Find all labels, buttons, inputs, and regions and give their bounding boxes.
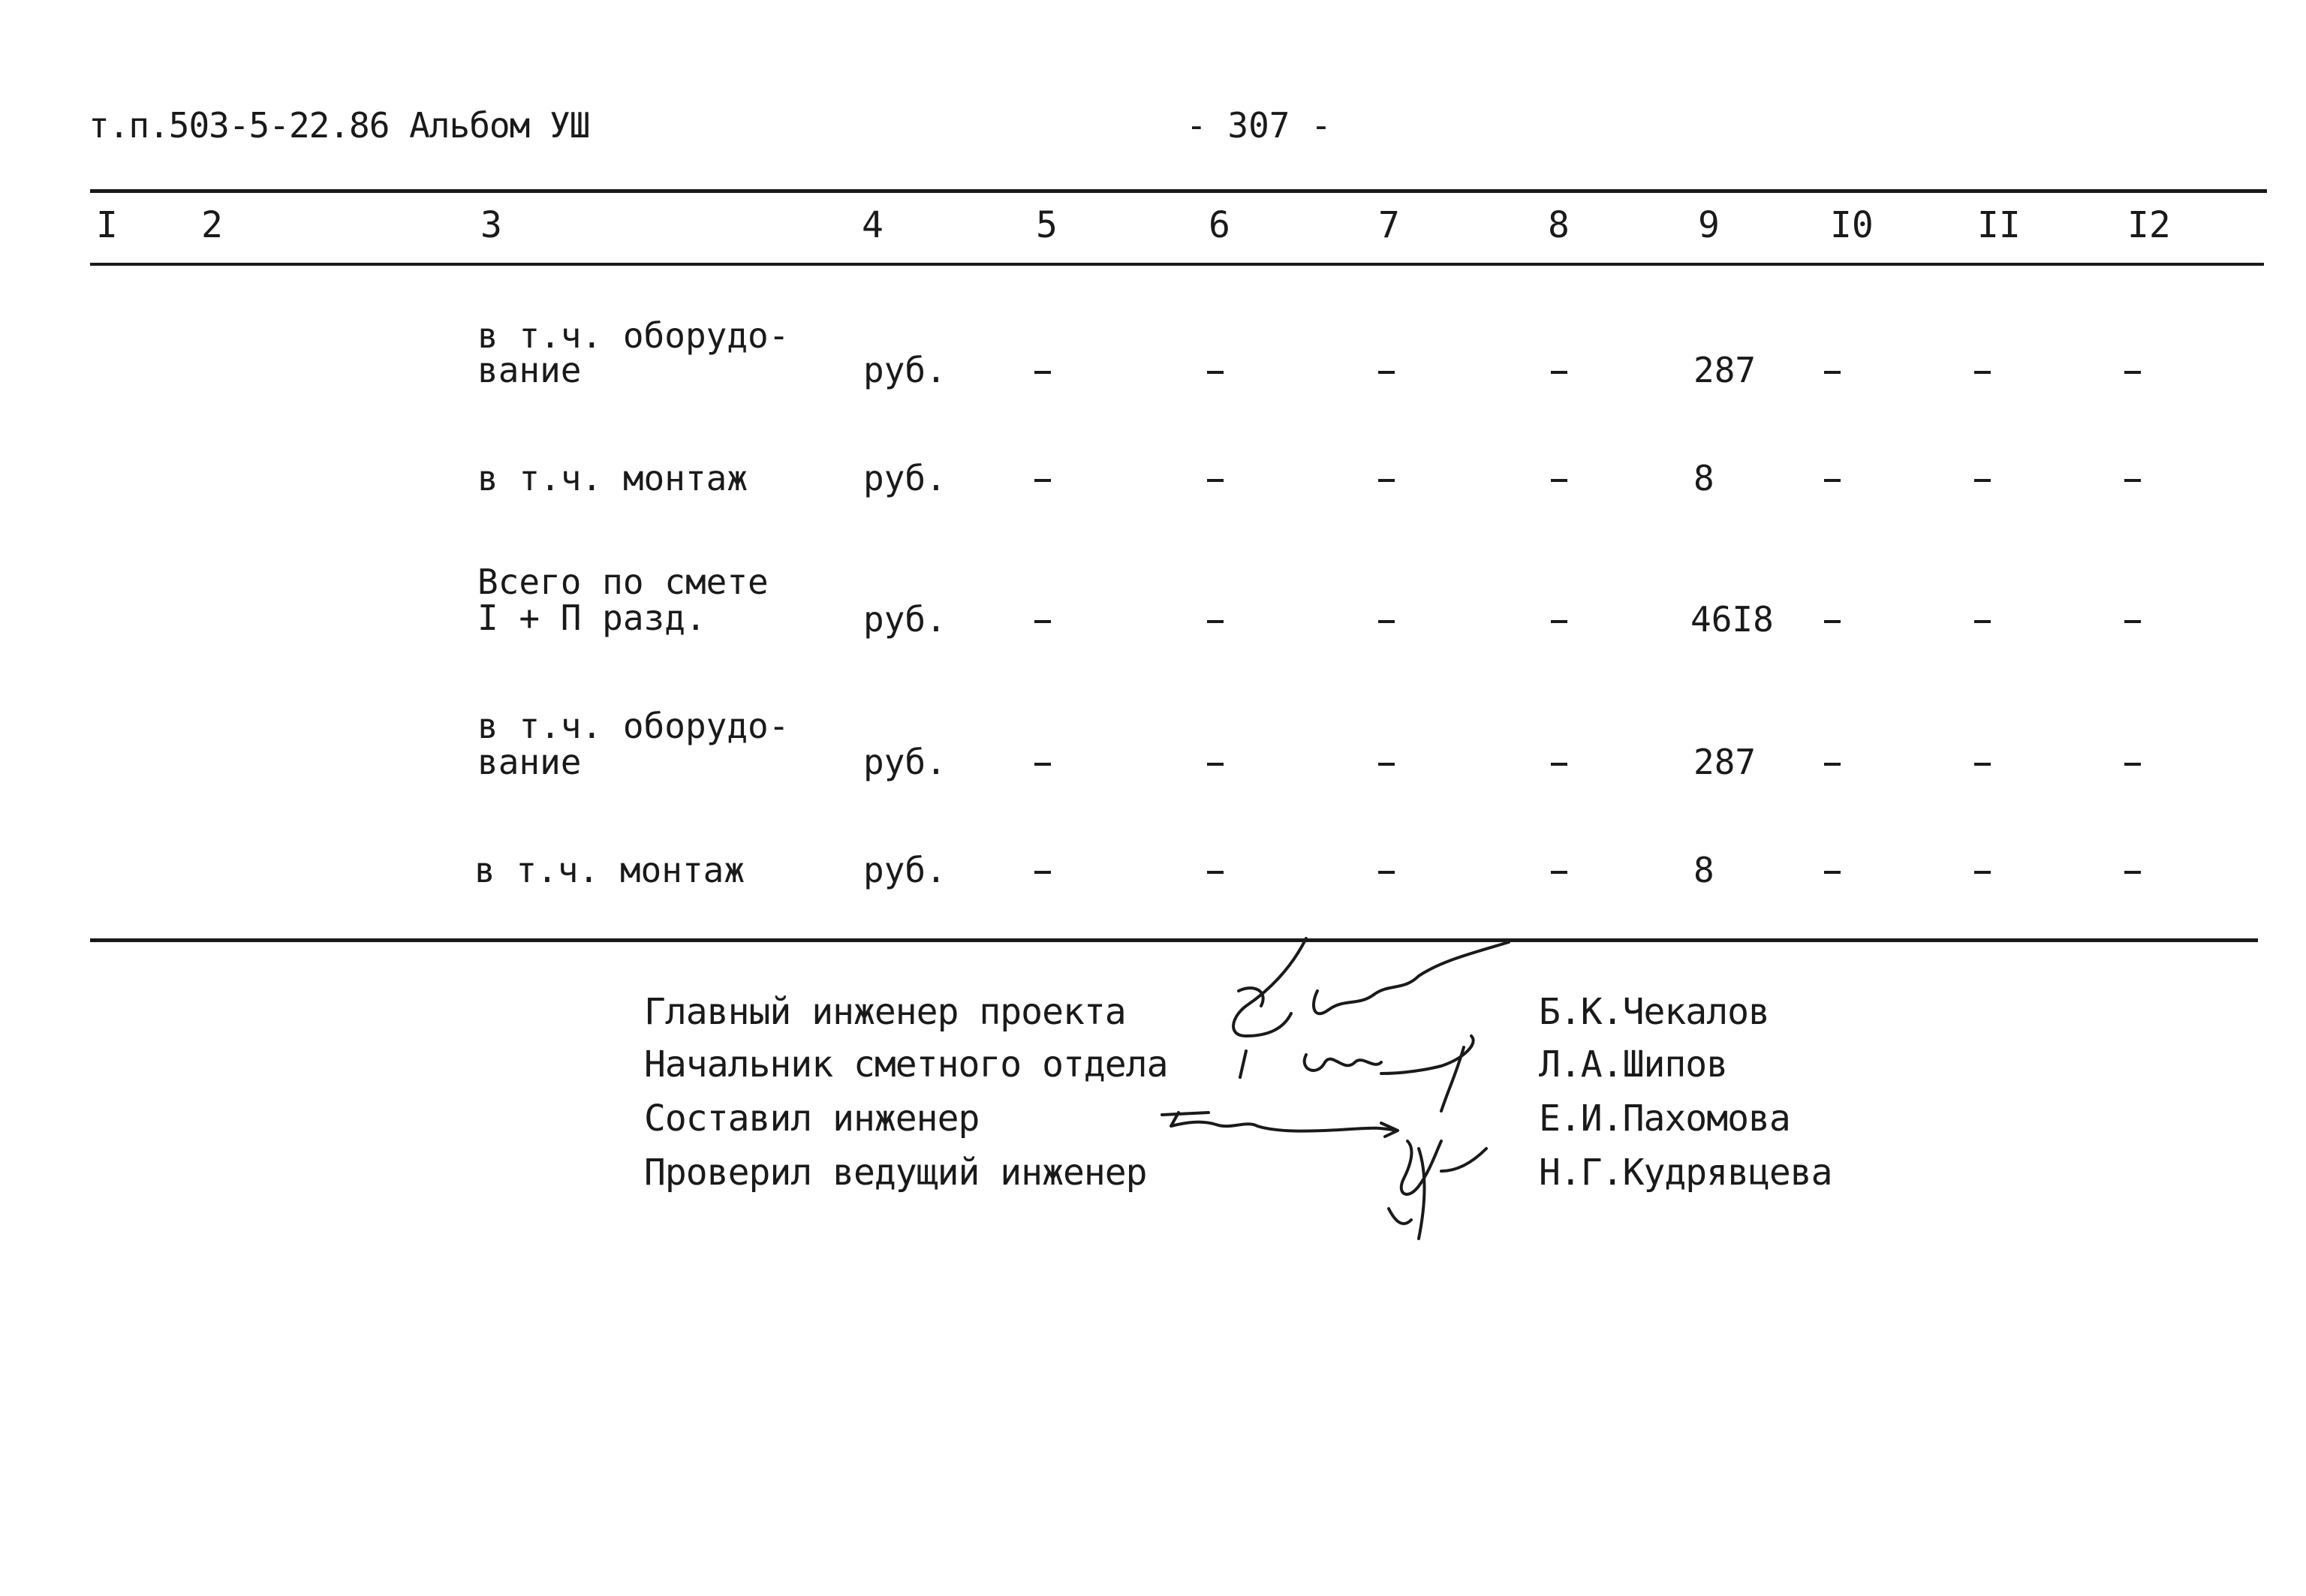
dash-mark: [1378, 479, 1395, 482]
table-top-rule: [90, 189, 2267, 193]
row-value-col9: 46I8: [1690, 599, 1774, 640]
signature-stroke: [1314, 942, 1509, 1013]
dash-mark: [1034, 763, 1051, 766]
signature-stroke: [1389, 1209, 1411, 1224]
dash-mark: [1034, 479, 1051, 482]
column-number-2: 2: [201, 204, 223, 246]
signature-name: Б.К.Чекалов: [1539, 991, 1769, 1033]
signature-stroke: [1305, 1055, 1381, 1071]
column-number-8: 8: [1548, 204, 1570, 246]
dash-mark: [1378, 763, 1395, 766]
page-number: - 307 -: [1186, 105, 1332, 146]
row-value-col9: 287: [1693, 742, 1757, 782]
dash-mark: [1974, 620, 1991, 623]
signature-stroke: [1233, 938, 1306, 1036]
dash-mark: [2124, 479, 2141, 482]
column-number-4: 4: [862, 204, 884, 246]
row-unit: руб.: [863, 458, 947, 498]
dash-mark: [1824, 871, 1841, 874]
dash-mark: [1824, 479, 1841, 482]
signature-role: Главный инженер проекта: [644, 991, 1126, 1033]
row-unit: руб.: [863, 599, 947, 640]
dash-mark: [1824, 620, 1841, 623]
row-value-col9: 8: [1693, 850, 1714, 890]
dash-mark: [1551, 620, 1567, 623]
row-description-line: в т.ч. монтаж: [474, 850, 745, 890]
dash-mark: [1974, 371, 1991, 374]
signature-name: Н.Г.Кудрявцева: [1539, 1152, 1832, 1194]
dash-mark: [1378, 620, 1395, 623]
dash-mark: [1034, 371, 1051, 374]
row-description-line: в т.ч. оборудо-: [477, 706, 790, 746]
column-number-3: 3: [480, 204, 502, 246]
dash-mark: [1034, 620, 1051, 623]
dash-mark: [1207, 871, 1224, 874]
column-number-10: I0: [1830, 204, 1874, 246]
dash-mark: [1207, 763, 1224, 766]
handwritten-signatures: [1156, 923, 1546, 1254]
row-description-line: в т.ч. оборудо-: [477, 315, 790, 356]
dash-mark: [1551, 871, 1567, 874]
row-value-col9: 8: [1693, 458, 1714, 498]
dash-mark: [2124, 371, 2141, 374]
signature-stroke: [1441, 1047, 1464, 1111]
dash-mark: [1551, 371, 1567, 374]
header-bottom-rule: [90, 263, 2264, 266]
column-number-9: 9: [1698, 204, 1720, 246]
row-description-line: вание: [477, 350, 582, 390]
signature-stroke: [1381, 1036, 1474, 1074]
signature-role: Начальник сметного отдела: [644, 1043, 1168, 1086]
row-unit: руб.: [863, 850, 947, 890]
column-number-7: 7: [1378, 204, 1400, 246]
document-reference: т.п.503-5-22.86 Альбом УШ: [89, 105, 590, 146]
dash-mark: [1974, 479, 1991, 482]
signature-name: Л.А.Шипов: [1539, 1043, 1728, 1086]
dash-mark: [1824, 371, 1841, 374]
dash-mark: [2124, 620, 2141, 623]
dash-mark: [1551, 479, 1567, 482]
row-value-col9: 287: [1693, 350, 1757, 390]
dash-mark: [1974, 871, 1991, 874]
dash-mark: [1207, 479, 1224, 482]
row-description-line: в т.ч. монтаж: [477, 458, 748, 498]
dash-mark: [1551, 763, 1567, 766]
column-number-6: 6: [1209, 204, 1230, 246]
dash-mark: [1824, 763, 1841, 766]
signature-stroke: [1441, 1149, 1486, 1171]
column-number-11: II: [1977, 204, 2021, 246]
dash-mark: [2124, 871, 2141, 874]
dash-mark: [1974, 763, 1991, 766]
dash-mark: [1207, 371, 1224, 374]
column-number-1: I: [96, 204, 118, 246]
row-description-line: Всего по смете: [477, 562, 769, 602]
column-number-12: I2: [2127, 204, 2171, 246]
row-unit: руб.: [863, 350, 947, 390]
signature-name: Е.И.Пахомова: [1539, 1098, 1790, 1140]
dash-mark: [2124, 763, 2141, 766]
dash-mark: [1034, 871, 1051, 874]
dash-mark: [1378, 871, 1395, 874]
signature-role: Составил инженер: [644, 1098, 980, 1140]
signature-stroke: [1162, 1113, 1396, 1131]
dash-mark: [1207, 620, 1224, 623]
signature-stroke: [1240, 1051, 1246, 1077]
row-unit: руб.: [863, 742, 947, 782]
dash-mark: [1378, 371, 1395, 374]
signature-stroke: [1419, 1149, 1425, 1239]
signature-role: Проверил ведущий инженер: [644, 1152, 1147, 1194]
row-description-line: I + П разд.: [477, 598, 706, 638]
column-number-5: 5: [1036, 204, 1058, 246]
row-description-line: вание: [477, 742, 582, 782]
signature-stroke: [1401, 1141, 1441, 1194]
